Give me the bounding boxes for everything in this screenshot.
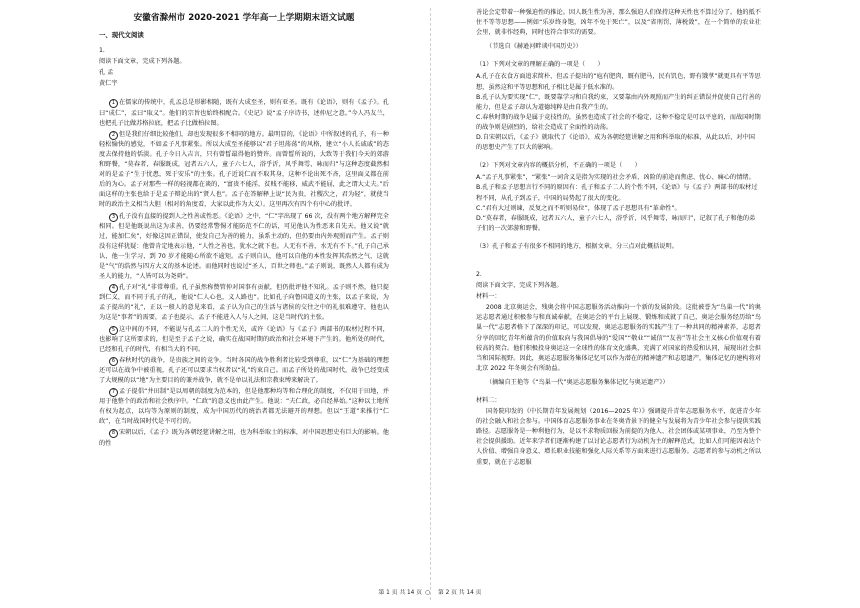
- page-footer-left: 第 1 页 共 14 页: [378, 590, 422, 596]
- option-a: A.“孟子凡事紧张”，“紧张”一词含义是指为实现的社会矛盾、凶险的前途而焦虑、忧心、痛心的情绪。: [476, 174, 755, 182]
- paragraph-text: 宋朝以后，《孟子》既为各朝经筵讲解之用，也为科举取士的标准，对中国思想史有巨大的影响。他的性: [99, 429, 389, 447]
- subquestion-1: （1）下列对文章的理解正确的一项是（ ）: [476, 61, 604, 69]
- paragraph-number-8: 8: [109, 429, 118, 438]
- paragraph-text: 春秋时代的战争，是贵族之间的竞争。当时各国的战争胜利者比较受到尊重，以“仁”为基础的理想还可以在战争中被重视，孔子还可以要求当权者以“礼”约束自己。而孟子所处的战国时代，战争已经变成了大规模的以“地”为主要目的的兼并战争，就不是单以礼法和宗教束缚来解决了。: [99, 356, 389, 384]
- article-author: 黄仁宇: [99, 80, 118, 88]
- material-1-label: 材料一：: [476, 293, 501, 301]
- paragraph-text: 这中间的不同，不能说与孔孟二人的个性无关，或许《论语》与《孟子》两部书的取材过程不同，也影响了这所要求的，但是至于孟子之说，确实在战国时期的政治和社会环境下产生的。他所处的时代，已经和孔子的时代，有相当大的不同。: [99, 325, 389, 353]
- binding-mark: ○: [425, 589, 431, 596]
- paragraph-number-6: 6: [109, 357, 118, 366]
- paragraph-number-2: 2: [109, 131, 118, 140]
- material-1-source: （摘编自王艳等《“鸟巢一代”奥运志愿服务集体记忆与奥运遗产》）: [485, 378, 669, 386]
- paragraph-number-5: 5: [109, 326, 118, 335]
- source-note: （节选自《赫逊河畔谈中国历史》）: [485, 43, 582, 51]
- right-column: [476, 8, 761, 469]
- paragraph-text: 孔子没有直接的提到人之性善或性恶。《论语》之中，“仁”字出现了 66 次，没有两个地方解释完全相同。但是他既说出这为求善，仍要经常警惕才能防范不仁的话，可见他认为性恶来自先天。他又说“就过，能加仁矣”，好像这因正错误，使发自己为善的能力，虽系主动的，但仍要由内外观照而产生。孟子则没有这样犹疑：他曾肯定地表示他，“人性之善也，犹水之就下也。人无有不善，水无有不下。”孔子自己承认，他一生学习，到 70 岁才能随心所欲不逾矩。孟子则自认，他可以自他的本性发挥其浩然之气，这就是“气”的浩然与四方大义的基本论述。而他同时也说过“圣人，百世之师也。”孟子则说，既然人人都有成为圣人的能力，“人皆可以为尧舜”。: [99, 212, 389, 281]
- question-intro: 阅读下面文章，完成下列各题。: [99, 58, 186, 66]
- paragraph-text: 孔子对“礼”非常尊重。孔子虽然称赞管仲对国事有贡献，但仍批评他不知礼。孟子则不然，他只提到仁义，而不同于孔子的礼，他说“仁人心也，义人路也”。比如孔子向鲁国道义的主张，以孟子来说，为孟子提出的“礼”，正以一般人的意见来看，孟子认为自己的生活与诸侯的交往之中的礼很难遵守，他也认为这是“事者”的需要，孟子也提示，孟子不能进入人与人之间，这是当时代的主张。: [99, 284, 389, 322]
- paragraph-number-1: 1: [109, 99, 118, 108]
- option-d: D.“莫春者，春服既成，冠者五六人，童子六七人，浴乎沂，风乎舞雩，咏而归”，记叙了孔子和他的弟子们的一次郊游和野餐。: [476, 214, 756, 232]
- subquestion-3: （3）孔子和孟子有很多不相同的地方，根据文章，分三点对此概括说明。: [476, 242, 678, 250]
- paragraph-text: 但是我们仔细比较他们，却也发现很多不相同的地方。最明显的，《论语》中所叙述的孔子，有一种轻松愉快的感觉，不如孟子凡事紧张。所以大成至圣能够以“君子坦荡荡”的风格，建立“小人长戚戚”的态度去保持他的恬淡。孔子今日入吉言，只有曾晳最得他的赞许。而曾晳所说的，大致等于我们今天的郊游和野餐，“莫春者，春服既成，冠者五六人，童子六七人，浴乎沂，风乎舞雩，咏而归”与这种态度截然相对的是孟子“生于忧患，死于安乐”的主张。孔子近说仁而不取其身，这种不论出死不吝，这里面义都在前后的为心。孟子对那些一样的轻视都在谈的，“富贵不能淫，贫贱不能移，威武不能屈，此之谓大丈夫。”后面这样的主张也给于是孟子辩论出的“贤人也”。孟子在答解释上说“民为贵，社稷次之，君为轻”，就使当时的政治主义相当大胆（相对的角度看，大家以此作为大义）。这里再次有四个有中心的批评。: [99, 130, 389, 209]
- left-column: [99, 8, 389, 450]
- paragraph-5: [99, 325, 389, 355]
- option-c: C.“君有大过则谏，反复之而不听则易位”，体现了孟子思想具有“革命性”。: [476, 204, 681, 212]
- right-page: [430, 0, 860, 608]
- paragraph-6: [99, 356, 389, 386]
- paragraph-number-3: 3: [109, 213, 118, 222]
- material-2-text: 国务院印发的《中长期青年发展规划（2016—2025 年）》强调提升青年志愿服务水平，促进青少年的社会融入和社会参与。中国体育志愿服务事业在冬奥背景下的健全与发展将为青少年社会参与提供实践路径。志愿服务是一种利他行为，是以不求物质回报为前提的为他人、社会团体或某项事业，乃至为整个社会提供援助。近年来学者们逐渐构建了以讨论志愿者行为动机为主的解释范式，比如人们可能因表达个人价值、增强自身意义、增长职业技能和强化人际关系等方面来进行志愿服务。志愿者的参与动机之所以重要，就在于志愿服: [476, 408, 761, 466]
- paragraph-text: 孟子提倡“井田制”是以周朝的制度为范本的，但是他那种均等和合理化的制度，不仅用于田地，并用于他整个的政治和社会秩序中。“仁政”的意义也由此产生。他说：“夫仁政，必自经界始。”这种以土地所有权为起点，以均等为原则的制度，成为中国历代的统治者都无法避开的理想。但以“王道”来推行“仁政”，在当时战国时代是不可行的。: [99, 388, 389, 426]
- option-d: D.自宋朝以后，《孟子》就取代了《论语》，成为各朝经筵讲解之用和科举取的标准，从此以后，对中国的思想史产生了巨大的影响。: [476, 134, 755, 152]
- option-b: B.孔子认为要实现“仁”，既要靠学习和自我约束，又要靠由内外观照而产生的纠正错误并促使自己行善的能力，但是孟子却认为道德纯粹是由自我产生的。: [476, 93, 761, 111]
- subquestion-2: （2）下列对文章内容的概括分析，不正确的一项是（ ）: [476, 162, 641, 170]
- paragraph-text: 在儒家的传统中，孔孟总是形影相随，既有大成至圣，则有亚圣。既有《论语》，则有《孟子》。孔曰“成仁”，孟曰“取义”。他们的宗旨也始终相配合。《史记》说“孟子序诗书，述仲尼之意。”今人冯友兰，也把孔子比做苏格拉底，把孟子比做柏拉图。: [99, 99, 389, 127]
- question-number: 1.: [99, 47, 105, 55]
- option-a: A.孔子在衣食方面追求简朴，但孟子提出的“庖有肥肉，厩有肥马，民有饥色，野有饿莩”就更具有平等思想，虽然这和平等思想和孔子相比是属于低水准的。: [476, 73, 761, 91]
- option-b: B.孔子和孟子思想言行不同的原因有：孔子和孟子二人的个性不同，《论语》与《孟子》两部书的取材过程不同，从孔子到孟子，中国的局势起了很大的变化。: [476, 184, 758, 202]
- section-heading-reading: 一、现代文阅读: [99, 31, 144, 39]
- article-title: 孔 孟: [99, 69, 114, 77]
- page-footer-right: 第 2 页 共 14 页: [438, 590, 482, 596]
- option-c: C.春秋时期的战争是属于竞技性的，虽然也造成了社会的不稳定，这种不稳定是可以平息的，而战国时期的战争则是剧烈的，给社会造成了全面性的动荡。: [476, 113, 761, 131]
- paragraph-2: [99, 130, 389, 211]
- paragraph-continued: 善论会定带着一种强迫性的推论。因人既生性为善，那么强迫人们保持这种天性也不算过分了。他的抵不住不等等思想——例如“乐岁终身饱，凶年不免于死亡”，以及“省刑罚，薄税敛”，在一个简单的农业社会里，就非作经典，同时也符合事实的需要。: [476, 9, 761, 37]
- paragraph-3: [99, 212, 389, 283]
- paragraph-7: [99, 387, 389, 427]
- paragraph-4: [99, 283, 389, 323]
- paragraph-number-7: 7: [109, 388, 118, 397]
- paragraph-8: [99, 428, 389, 448]
- exam-title: 安徽省滁州市 2020-2021 学年高一上学期期末语文试题: [133, 13, 355, 23]
- paragraph-1: [99, 98, 389, 128]
- material-2-label: 材料二：: [476, 397, 501, 404]
- material-1-text: 2008 北京奥运会，残奥会将中国志愿服务活动推向一个新的发展阶段。这批被誉为“鸟巢一代”的奥运志愿者通过积极参与和真诚奉献，在奥运会的平台上展现、锻炼和成就了自己，奥运会服务经历给“鸟巢一代”志愿者格下了深深的印记，可以发现，奥运志愿服务的实践产生了一种共同的精神素养，志愿者分享的回忆青年所蕴含的价值取向与我国倡导的“爱国”“敬业”“诚信”“友善”等社会主义核心价值观有着较高的契合。他们积极投身奥运这一全球性的体育文化盛典，充满了对国家的热爱和认同，展现出社会担当和国际视野。因此，奥运志愿服务集体记忆可以作为潜在的精神遗产和志愿遗产，集体记忆的建构将对北京 2022 年冬奥会有所助益。: [476, 304, 761, 372]
- question-intro: 阅读下面文字，完成下列各题。: [476, 282, 563, 290]
- question-number: 2.: [476, 270, 482, 278]
- paragraph-number-4: 4: [109, 284, 118, 293]
